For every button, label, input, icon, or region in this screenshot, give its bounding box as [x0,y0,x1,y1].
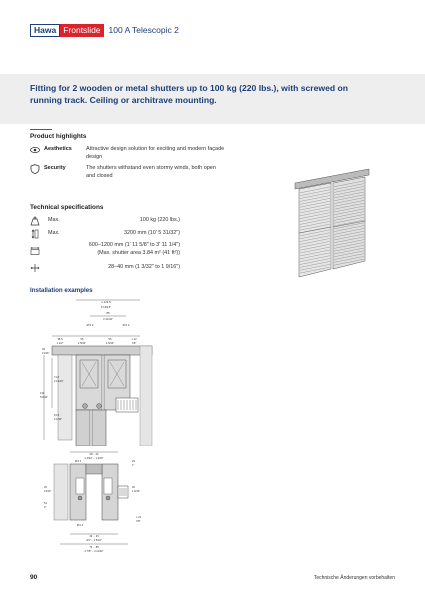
dim-label: 3/4" – 1 5/16" [86,539,102,542]
specs-heading: Technical specifications [30,204,104,211]
highlights-heading: Product highlights [30,133,87,140]
spec-height [30,229,180,239]
dim-label: 25 [132,460,135,463]
dim-label: 7/8" [136,520,141,523]
spec-weight [30,216,180,226]
dim-label: 4 13/16" [100,305,112,309]
dim-label: 2 13/16" [54,380,64,383]
dim-label: 40 [132,486,135,489]
highlight-name: Aesthetics [44,146,72,152]
shield-icon [30,164,40,174]
dim-label: 2 1/32" [54,418,63,421]
footer-note: Technische Änderungen vorbehalten [313,575,395,581]
dim-label: 2" [44,506,47,509]
thickness-icon [30,263,40,273]
dim-label: 20 [44,486,47,489]
weight-icon [30,216,40,226]
page-title: Fitting for 2 wooden or metal shutters up to 100 kg (220 lbs.), with screwed on running track. Ceiling or architrave mounting. [30,83,349,105]
dim-label: 38.5 [57,338,63,341]
dim-label: ≥ 122.5 [101,300,111,304]
spec-width [30,242,180,260]
spec-thickness [30,263,180,273]
dim-label: 51 [44,502,47,505]
dim-label: 1 3/32" – 1 9/16" [84,457,104,460]
spec-value-note: (Max. shutter area 3.84 m² (41 ft²)) [97,250,180,256]
shutter-illustration [285,165,375,280]
highlight-name: Security [44,165,66,171]
dim-label: 13/16" [42,352,50,355]
spec-value: 100 kg (220 lbs.) [139,217,180,223]
dim-label: 2 5/32" [77,342,87,345]
dim-label: 19 ... 33 [89,535,99,538]
highlight-security [30,164,226,180]
brand-line: Frontslide [60,24,103,37]
eye-icon [30,145,40,155]
highlight-desc: The shutters withstand even stormy winds, both open and closed [86,165,216,179]
dim-label: 1 1/2" [56,342,64,345]
spec-value: 3200 mm (10' 5 31/32") [124,230,180,236]
dim-label: 55 [108,338,112,341]
dim-label: 1 9/16" [132,490,141,493]
dim-label: 13/16" [44,490,52,493]
dim-label: 2 7/8" – 3 11/32" [84,550,104,553]
installation-heading: Installation examples [30,287,93,294]
dim-label: 28 – 40 [89,453,99,456]
brand-logo [30,24,104,37]
drawing-top-section [40,298,160,446]
dim-label: 7/8" [131,342,137,345]
dim-label: 1" [132,464,135,467]
spec-value: 600–1200 mm (1' 11 5/8" to 3' 11 1/4") [88,242,180,248]
dim-label: 134 [40,392,45,395]
dim-label: 55 [80,338,84,341]
spec-label: Max. [48,217,60,223]
dim-label: Ø 6.2 [86,323,94,327]
section-rule [30,129,52,130]
highlight-desc: Attractive design solution for exciting and modern façade design [86,146,225,160]
dim-label: 5 9/32" [40,396,49,399]
dim-label: Ø 6.2 [74,460,82,463]
spec-label: Max. [48,230,60,236]
drawing-bottom-section [40,448,160,566]
dim-label: Ø 6.2 [76,524,84,527]
spec-value: 28–40 mm (1 3/32" to 1 9/16") [108,264,180,270]
height-icon [30,229,40,239]
highlight-aesthetics [30,145,226,161]
dim-label: 3 11/32" [102,317,114,321]
dim-label: 85 [106,311,110,315]
dim-label: 20 [42,348,45,351]
dim-label: Ø 6.2 [122,323,130,327]
page-number: 90 [30,574,38,581]
product-name: 100 A Telescopic 2 [108,25,179,35]
brand-name: Hawa [30,24,60,37]
dim-label: ≥ 22 [136,516,142,519]
brand-header [30,24,179,37]
dim-label: 71.5 [54,376,60,379]
width-icon [30,246,40,256]
dim-label: ≥ 22 [131,338,137,341]
dim-label: 2 5/32" [105,342,115,345]
dim-label: 51.5 [54,414,60,417]
dim-label: 73 ... 85 [89,546,99,549]
